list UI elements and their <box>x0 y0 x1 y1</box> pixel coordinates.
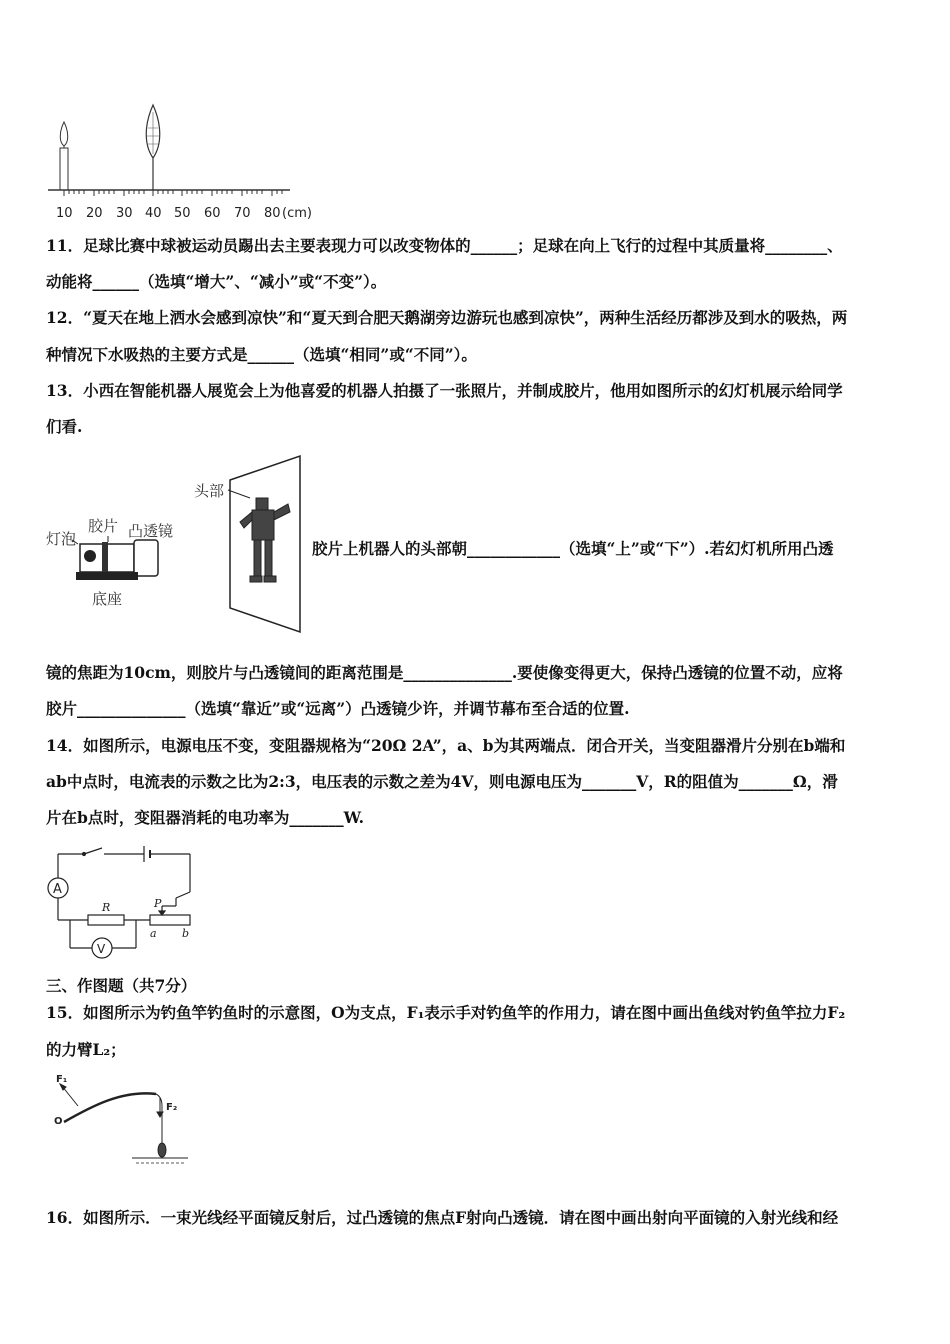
candle-ruler-diagram <box>40 100 330 225</box>
pivot-o-label: O <box>54 1116 63 1127</box>
fish <box>158 1143 166 1157</box>
resistor-r <box>88 915 124 925</box>
q14-line-1: 14．如图所示，电源电压不变，变阻器规格为“20Ω 2A”，a、b为其两端点．闭合开关，当变阻器滑片分别在b端和 <box>46 736 846 755</box>
rheostat <box>150 915 190 925</box>
f2-label: F₂ <box>166 1102 178 1113</box>
end-a-label: a <box>150 927 157 940</box>
q12-line-2: 种情况下水吸热的主要方式是______（选填“相同”或“不同”）。 <box>46 345 477 364</box>
voltmeter-label: V <box>97 942 106 956</box>
label-film: 胶片 <box>88 517 119 535</box>
ruler-unit: (cm) <box>282 206 312 221</box>
tick-label: 40 <box>145 206 162 221</box>
projector-lens-tube <box>134 540 158 576</box>
end-b-label: b <box>182 927 190 940</box>
film-slot <box>102 542 108 574</box>
q15-line-2: 的力臂L₂； <box>46 1040 126 1059</box>
fishing-line <box>156 1094 162 1144</box>
q13-side-text: 胶片上机器人的头部朝____________（选填“上”或“下”）.若幻灯机所用凸透 <box>312 539 834 558</box>
q15-line-1: 15．如图所示为钓鱼竿钓鱼时的示意图，O为支点，F₁表示手对钓鱼竿的作用力，请在图中画出鱼线对钓鱼竿拉力F₂ <box>46 1003 846 1022</box>
resistor-label: R <box>102 901 111 914</box>
candle-flame <box>60 122 68 146</box>
tick-label: 60 <box>204 206 221 221</box>
circuit-diagram <box>44 842 204 966</box>
q11-line-1: 11．足球比赛中球被运动员踢出去主要表现力可以改变物体的______；足球在向上飞行的过程中其质量将________、 <box>46 236 843 255</box>
slider-label: P <box>154 897 162 910</box>
section-title: 三、作图题（共7分） <box>46 976 197 995</box>
q11-line-2: 动能将______（选填“增大”、“减小”或“不变”）。 <box>46 272 387 291</box>
label-bulb: 灯泡 <box>46 530 77 548</box>
fishing-rod <box>64 1093 156 1122</box>
ruler-ticks <box>64 190 282 196</box>
label-lens: 凸透镜 <box>128 522 174 540</box>
projector-diagram <box>44 452 308 642</box>
q14-line-3: 片在b点时，变阻器消耗的电功率为_______W. <box>46 808 364 827</box>
bulb-icon <box>84 550 96 562</box>
label-base: 底座 <box>92 590 123 608</box>
tick-label: 80 <box>264 206 281 221</box>
tick-label: 20 <box>86 206 103 221</box>
q13-line-2: 们看. <box>46 417 83 436</box>
q14-line-2: ab中点时，电流表的示数之比为2:3，电压表的示数之差为4V，则电源电压为_______V，R的阻值为_______Ω，滑 <box>46 772 838 791</box>
label-head: 头部 <box>194 482 225 500</box>
q16-line-1: 16．如图所示．一束光线经平面镜反射后，过凸透镜的焦点F射向凸透镜．请在图中画出射向平面镜的入射光线和经 <box>46 1208 839 1227</box>
f1-label: F₁ <box>56 1074 68 1085</box>
tick-label: 70 <box>234 206 251 221</box>
ammeter-label: A <box>53 882 62 897</box>
q12-line-1: 12．“夏天在地上洒水会感到凉快”和“夏天到合肥天鹅湖旁边游玩也感到凉快”，两种生活经历都涉及到水的吸热，两 <box>46 308 848 327</box>
tick-label: 10 <box>56 206 73 221</box>
q13-line-3: 镜的焦距为10cm，则胶片与凸透镜间的距离范围是______________.要使像变得更大，保持凸透镜的位置不动，应将 <box>46 663 843 682</box>
fishing-rod-diagram <box>52 1070 192 1170</box>
projector-base <box>76 572 138 580</box>
tick-label: 50 <box>174 206 191 221</box>
candle <box>60 148 68 190</box>
q13-line-1: 13．小西在智能机器人展览会上为他喜爱的机器人拍摄了一张照片，并制成胶片，他用如图所示的幻灯机展示给同学 <box>46 381 843 400</box>
switch <box>84 848 102 854</box>
tick-label: 30 <box>116 206 133 221</box>
q13-line-4: 胶片______________（选填“靠近”或“远离”）凸透镜少许，并调节幕布至合适的位置. <box>46 699 630 718</box>
